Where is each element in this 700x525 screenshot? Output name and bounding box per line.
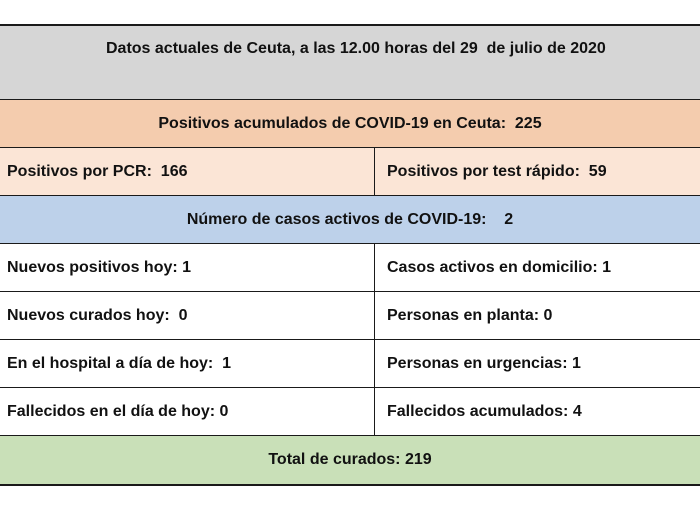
accumulated-deaths-cell: Fallecidos acumulados: 4 [387, 402, 582, 420]
pcr-positives-cell: Positivos por PCR: 166 [0, 148, 375, 195]
total-recovered-text: Total de curados: 219 [268, 451, 432, 468]
new-recovered-cell: Nuevos curados hoy: 0 [0, 292, 375, 339]
ward-patients-cell: Personas en planta: 0 [387, 306, 553, 324]
hospital-today-cell: En el hospital a día de hoy: 1 [0, 340, 375, 387]
active-cases-text: Número de casos activos de COVID-19: 2 [186, 210, 514, 228]
positives-breakdown-row [0, 148, 700, 196]
report-header-row [0, 26, 700, 100]
table-row [0, 388, 700, 436]
home-active-cases-cell: Casos activos en domicilio: 1 [387, 258, 612, 276]
report-header-title: Datos actuales de Ceuta, a las 12.00 horas del 29 de julio de 2020 [106, 40, 606, 57]
rapid-test-positives-cell: Positivos por test rápido: 59 [387, 162, 607, 180]
active-cases-row [0, 196, 700, 244]
emergency-patients-cell: Personas en urgencias: 1 [387, 354, 581, 372]
deaths-today-cell: Fallecidos en el día de hoy: 0 [0, 388, 375, 435]
new-positives-cell: Nuevos positivos hoy: 1 [0, 244, 375, 291]
table-row [0, 244, 700, 292]
total-recovered-row [0, 436, 700, 484]
covid-report-table [0, 24, 700, 486]
table-row [0, 292, 700, 340]
table-row [0, 340, 700, 388]
accumulated-positives-row [0, 100, 700, 148]
accumulated-positives-text: Positivos acumulados de COVID-19 en Ceuta: 225 [158, 114, 542, 132]
